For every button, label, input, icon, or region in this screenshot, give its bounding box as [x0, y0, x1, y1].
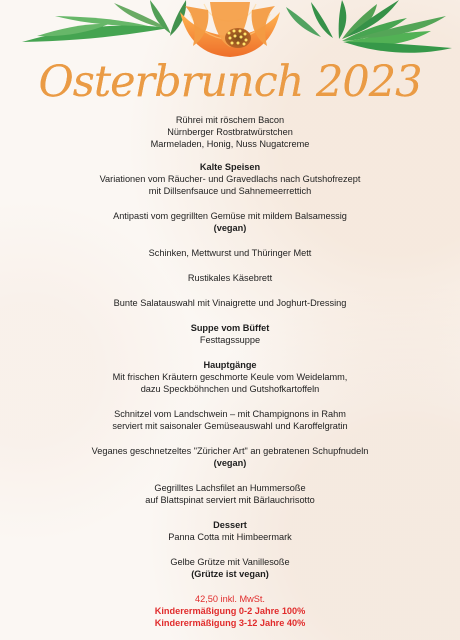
menu-line-salmon-1: Gegrilltes Lachsfilet an Hummersoße — [154, 483, 306, 493]
menu-line-vegan-2: (vegan) — [213, 458, 247, 468]
menu-line-cheese: Rustikales Käsebrett — [187, 273, 273, 283]
section-heading-soup: Suppe vom Büffet — [190, 323, 270, 333]
menu-line-vegan-main: Veganes geschnetzeltes "Züricher Art" an gebratenen Schupfnudeln — [91, 446, 369, 456]
menu-line-dessert-1: Panna Cotta mit Himbeermark — [168, 532, 292, 542]
section-heading-main: Hauptgänge — [203, 360, 257, 370]
menu-line-vegan-3: (Grütze ist vegan) — [191, 569, 269, 579]
price-line: 42,50 inkl. MwSt. — [195, 594, 265, 604]
menu-line-breakfast-3: Marmeladen, Honig, Nuss Nugatcreme — [150, 139, 310, 149]
child-discount-line-2: Kinderermäßigung 3-12 Jahre 40% — [154, 618, 306, 628]
page-title: Osterbrunch 2023 — [38, 57, 422, 107]
menu-line-schnitzel-2: serviert mit saisonaler Gemüseauswahl und Karoffelgratin — [112, 421, 348, 431]
menu-line-cold-1: Variationen vom Räucher- und Gravedlachs nach Gutshofrezept — [99, 174, 361, 184]
menu-line-ham: Schinken, Mettwurst und Thüringer Mett — [148, 248, 312, 258]
menu-line-cold-2: mit Dillsenfsauce und Sahnemeerrettich — [148, 186, 312, 196]
child-discount-line-1: Kinderermäßigung 0-2 Jahre 100% — [154, 606, 306, 616]
menu-content — [0, 114, 460, 629]
menu-line-breakfast-1: Rührei mit röschem Bacon — [175, 115, 285, 125]
menu-line-soup: Festtagssuppe — [199, 335, 261, 345]
menu-line-main-2: dazu Speckböhnchen und Gutshofkartoffeln — [140, 384, 320, 394]
menu-line-antipasti: Antipasti vom gegrillten Gemüse mit mildem Balsamessig — [113, 211, 347, 221]
section-heading-cold: Kalte Speisen — [199, 162, 261, 172]
menu-line-vegan-1: (vegan) — [213, 223, 247, 233]
menu-line-salad: Bunte Salatauswahl mit Vinaigrette und Joghurt-Dressing — [113, 298, 347, 308]
menu-line-breakfast-2: Nürnberger Rostbratwürstchen — [167, 127, 293, 137]
menu-line-dessert-2: Gelbe Grütze mit Vanillesoße — [170, 557, 290, 567]
menu-line-salmon-2: auf Blattspinat serviert mit Bärlauchrisotto — [145, 495, 315, 505]
menu-line-schnitzel-1: Schnitzel vom Landschwein – mit Champignons in Rahm — [114, 409, 346, 419]
menu-line-main-1: Mit frischen Kräutern geschmorte Keule vom Weidelamm, — [112, 372, 348, 382]
section-heading-dessert: Dessert — [213, 520, 247, 530]
